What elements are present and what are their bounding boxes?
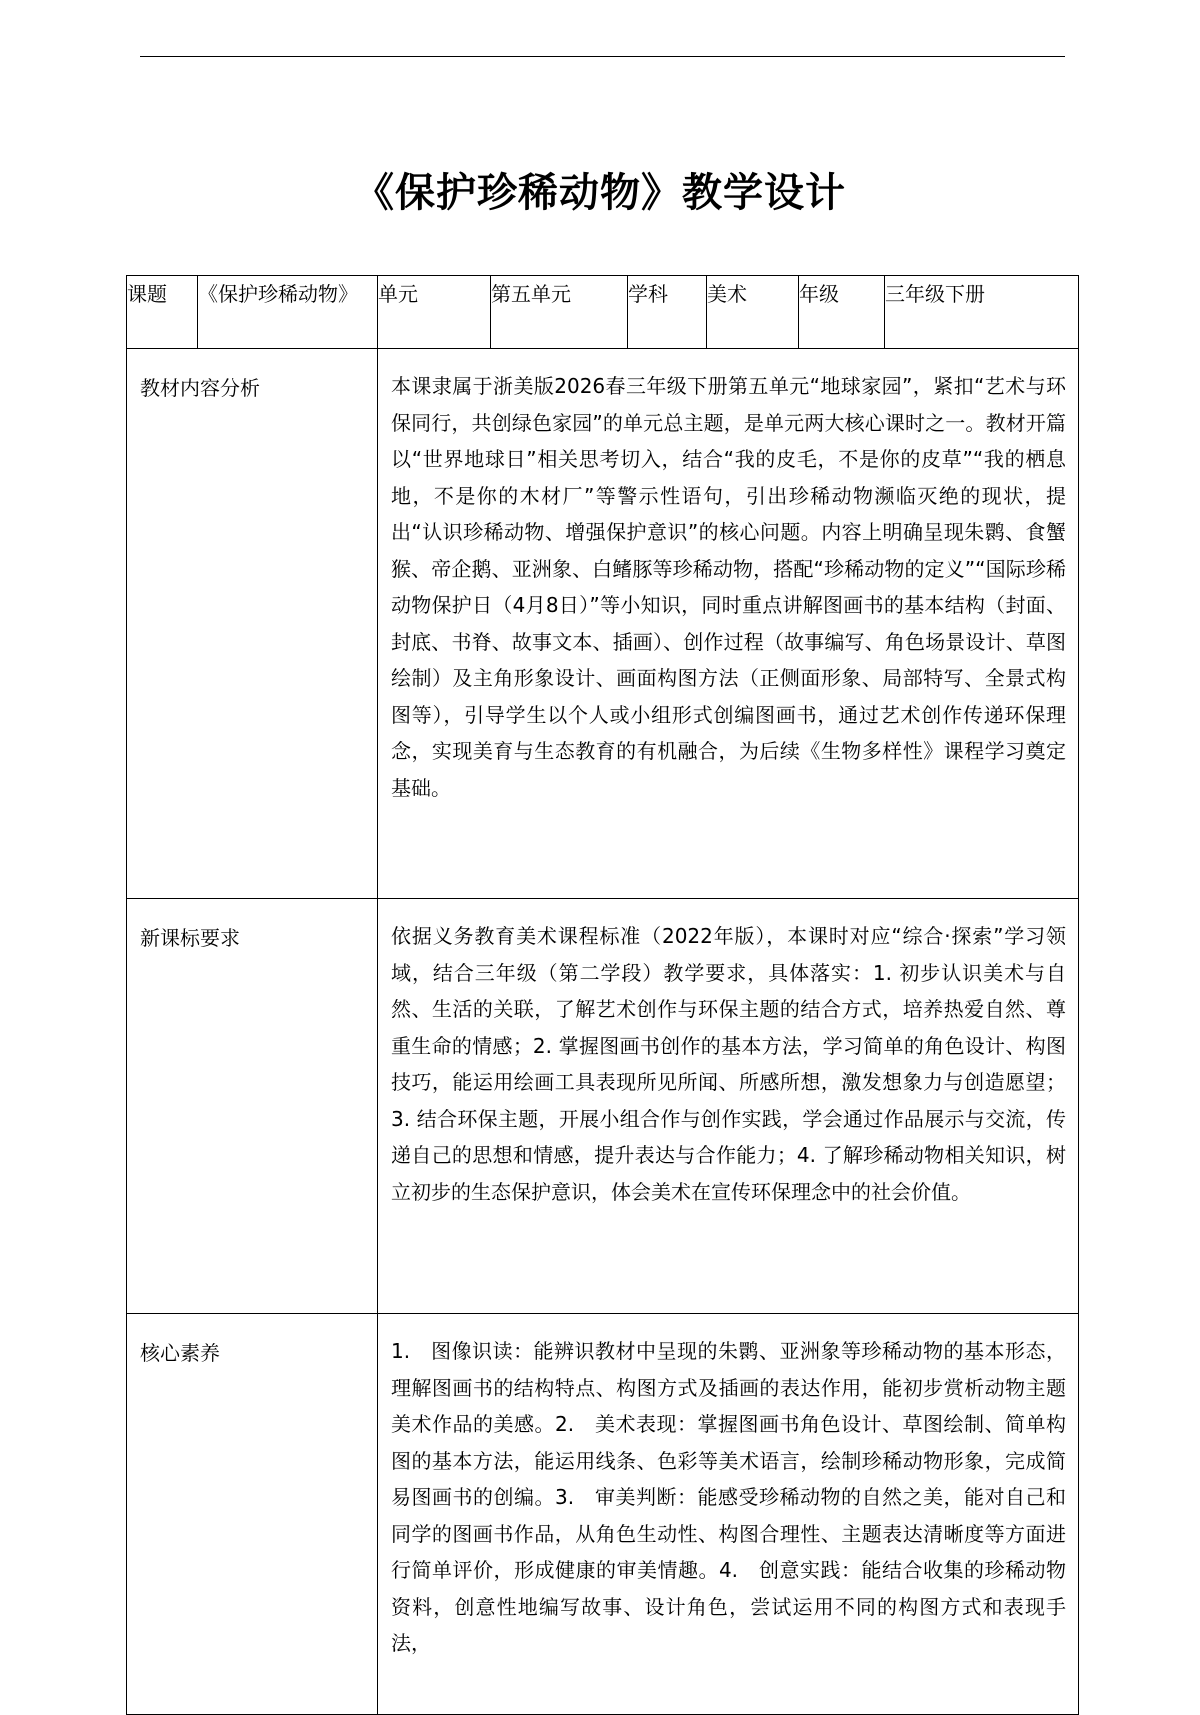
section-text-analysis: 本课隶属于浙美版2026春三年级下册第五单元“地球家园”，紧扣“艺术与环保同行，共创绿色家园”的单元总主题，是单元两大核心课时之一。教材开篇以“世界地球日”相关思考切入，结合“我的皮毛，不是你的皮草”“我的栖息地，不是你的木材厂”等警示性语句，引出珍稀动物濒临灭绝的现状，提出“认识珍稀动物、增强保护意识”的核心问题。内容上明确呈现朱鹮、食蟹猴、帝企鹅、亚洲象、白鳍豚等珍稀动物，搭配“珍稀动物的定义”“国际珍稀动物保护日（4月8日）”等小知识，同时重点讲解图画书的基本结构（封面、封底、书脊、故事文本、插画）、创作过程（故事编写、角色场景设计、草图绘制）及主角形象设计、画面构图方法（正侧面形象、局部特写、全景式构图等），引导学生以个人或小组形式创编图画书，通过艺术创作传递环保理念，实现美育与生态教育的有机融合，为后续《生物多样性》课程学习奠定基础。: [378, 349, 1079, 899]
lesson-design-table: [126, 275, 1079, 1715]
table-row: [127, 349, 1079, 899]
document-title: 《保护珍稀动物》教学设计: [354, 170, 846, 216]
grade-label: 年级: [799, 276, 885, 349]
header-rule: [140, 56, 1065, 57]
section-text-standard: 依据义务教育美术课程标准（2022年版），本课时对应“综合·探索”学习领域，结合三年级（第二学段）教学要求，具体落实：1. 初步认识美术与自然、生活的关联，了解艺术创作与环保主题的结合方式，培养热爱自然、尊重生命的情感；2. 掌握图画书创作的基本方法，学习简单的角色设计、构图技巧，能运用绘画工具表现所见所闻、所感所想，激发想象力与创造愿望；3. 结合环保主题，开展小组合作与创作实践，学会通过作品展示与交流，传递自己的思想和情感，提升表达与合作能力；4. 了解珍稀动物相关知识，树立初步的生态保护意识，体会美术在宣传环保理念中的社会价值。: [378, 899, 1079, 1314]
header-row: [127, 276, 1079, 349]
table-row: [127, 899, 1079, 1314]
section-text-core: 1. 图像识读：能辨识教材中呈现的朱鹮、亚洲象等珍稀动物的基本形态，理解图画书的结构特点、构图方式及插画的表达作用，能初步赏析动物主题美术作品的美感。2. 美术表现：掌握图画书角色设计、草图绘制、简单构图的基本方法，能运用线条、色彩等美术语言，绘制珍稀动物形象，完成简易图画书的创编。3. 审美判断：能感受珍稀动物的自然之美，能对自己和同学的图画书作品，从角色生动性、构图合理性、主题表达清晰度等方面进行简单评价，形成健康的审美情趣。4. 创意实践：能结合收集的珍稀动物资料，创意性地编写故事、设计角色，尝试运用不同的构图方式和表现手法，: [378, 1314, 1079, 1715]
section-label-analysis: 教材内容分析: [127, 349, 378, 899]
unit-label: 单元: [378, 276, 491, 349]
section-label-standard: 新课标要求: [127, 899, 378, 1314]
topic-value: 《保护珍稀动物》: [198, 276, 378, 349]
grade-value: 三年级下册: [885, 276, 1079, 349]
subject-label: 学科: [628, 276, 707, 349]
table-row: [127, 1314, 1079, 1715]
subject-value: 美术: [707, 276, 799, 349]
topic-label: 课题: [127, 276, 198, 349]
unit-value: 第五单元: [491, 276, 628, 349]
section-label-core: 核心素养: [127, 1314, 378, 1715]
